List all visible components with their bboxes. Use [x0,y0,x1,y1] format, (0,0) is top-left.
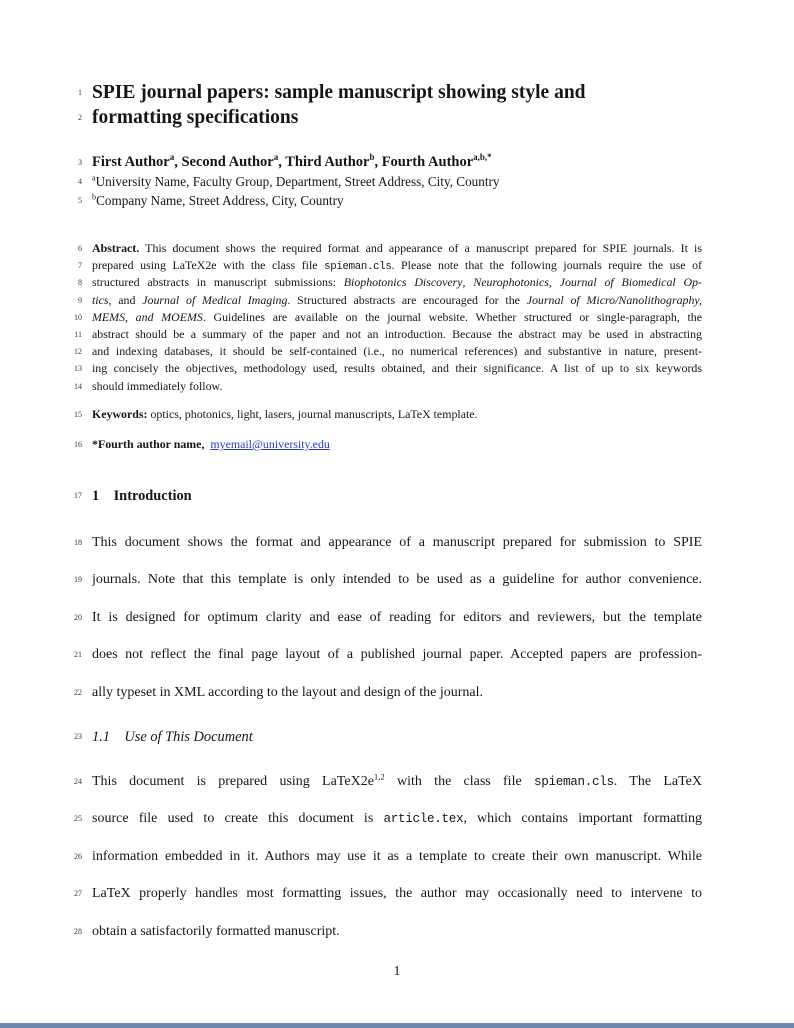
text-content [92,152,702,173]
text-segment: article.tex [383,812,464,827]
text-content [92,636,702,673]
sec11-line [74,727,702,747]
section-heading-1 [74,486,702,506]
text-segment: , Second Author [174,154,274,170]
keywords-line [74,406,702,423]
text-segment: , Fourth Author [374,154,474,170]
text-segment: Company Name, Street Address, City, Country [96,192,344,208]
para2-line [74,913,702,950]
line-number: 8 [78,278,82,288]
para1-line [74,599,702,636]
text-content [92,727,702,747]
text-segment: First Author [92,154,170,170]
email-link[interactable]: myemail@university.edu [210,436,330,451]
text-content [92,105,702,130]
line-number: 11 [74,329,82,339]
window-bottom-edge [0,1023,794,1028]
line-number: 20 [74,612,82,622]
text-segment: spieman.cls [533,775,614,790]
line-number: 15 [74,409,82,419]
text-segment: should immediately follow. [92,378,223,393]
text-segment: This document shows the required format and appearance of a manuscript prepared for SPIE journals. It is [139,241,702,255]
text-segment: Abstract. [92,241,140,255]
text-segment: optics, photonics, light, lasers, journal manuscripts, LaTeX template. [147,406,478,421]
line-number: 16 [74,439,82,449]
paper-title-block [78,80,702,130]
sec1-line [74,486,702,506]
line-number: 14 [74,381,82,391]
abstract-line [74,309,702,326]
text-segment: 1,2 [373,771,385,782]
text-segment: , which contains important formatting [463,811,702,827]
text-segment: Journal of Micro/Nanolithography, [526,292,702,307]
text-segment: information embedded in it. Authors may use it as a template to create their own manuscript. While [92,848,702,864]
line-number: 6 [78,244,82,253]
para1-line [74,561,702,598]
text-segment: It is designed for optimum clarity and ease of reading for editors and reviewers, but the template [92,609,702,625]
line-number: 25 [74,814,82,824]
text-content [92,360,702,377]
text-segment: a [92,173,96,183]
text-content [92,599,702,636]
text-segment: Journal of Medical Imaging [142,292,288,307]
abstract-block [74,240,702,395]
para1-line [74,674,702,711]
text-segment: b [92,192,97,202]
line-number: 3 [78,158,82,167]
text-content [92,309,702,326]
text-segment: a [273,152,279,163]
text-segment: obtain a satisfactorily formatted manuscript. [92,923,340,939]
text-segment: formatting specifications [92,107,299,128]
text-segment: *Fourth author name, [92,436,205,451]
abstract-line [74,326,702,343]
abstract-line [78,274,702,291]
text-content [92,561,702,598]
para1-line [74,524,702,561]
text-segment: . Please note that the following journals require the use of [391,258,702,273]
authors-line [78,152,702,173]
line-number: 24 [74,777,82,787]
text-content [92,378,702,395]
text-segment: This document shows the format and appearance of a manuscript prepared for submission to SPIE [92,535,702,551]
line-number: 13 [74,364,82,374]
text-content [92,274,702,291]
text-segment: 1 Introduction [92,488,192,505]
line-number: 2 [78,113,82,122]
text-segment: and indexing databases, it should be self-contained (i.e., no numerical references) and substantive in nature, present- [92,344,702,359]
text-segment: with the class file [384,774,534,790]
line-number: 28 [74,926,82,936]
text-content [92,763,702,800]
text-content [92,486,702,506]
text-segment: journals. Note that this template is only intended to be used as a guideline for author convenience. [92,572,702,588]
text-segment: source file used to create this document is [92,811,384,827]
authors-block [78,152,702,173]
para2-line [74,763,702,800]
abstract-line [74,360,702,377]
text-segment: , [548,275,560,290]
text-segment: , and [108,292,143,307]
line-number: 19 [74,575,82,585]
text-content [92,674,702,711]
text-segment: MEMS, and MOEMS [92,309,203,324]
line-number: 7 [78,261,82,271]
text-segment: a [169,152,175,163]
text-segment: University Name, Faculty Group, Department, Street Address, City, Country [95,174,500,189]
text-content [92,913,702,950]
text-content [92,240,702,257]
affiliations-line [78,192,702,211]
line-number: 9 [78,295,82,305]
line-number: 23 [74,732,82,742]
text-segment: Journal of Biomedical Op- [559,275,702,290]
text-segment: . Guidelines are available on the journal website. Whether structured or single-paragraph, the [202,309,702,324]
subsection-heading-1-1 [74,727,702,747]
text-content [92,192,702,211]
para1-line [74,636,702,673]
line-number: 12 [74,347,82,357]
page-number: 1 [393,962,401,978]
line-number: 10 [74,312,82,322]
text-segment: tics [92,292,109,307]
text-content [92,343,702,360]
text-segment: prepared using LaTeX2e with the class file [92,258,325,273]
text-content [92,80,702,105]
text-segment: spieman.cls [324,261,392,274]
text-content [92,436,702,453]
intro-paragraph-1 [74,524,702,711]
abstract-line [78,257,702,274]
text-segment: b [369,152,375,163]
text-segment: structured abstracts in manuscript submissions: [92,275,344,290]
footnote-line [74,436,702,453]
abstract-line [74,343,702,360]
title-line [78,105,702,130]
line-number: 21 [74,650,82,660]
text-content [92,326,702,343]
text-segment: abstract should be a summary of the paper and not an introduction. Because the abstract may be used in abstracting [92,326,702,341]
line-number: 1 [78,88,82,97]
line-number: 18 [74,538,82,548]
para2-line [74,875,702,912]
text-segment: Neurophotonics [473,275,549,290]
line-number: 22 [74,687,82,697]
text-segment: . Structured abstracts are encouraged for the [287,292,527,307]
line-number: 26 [74,851,82,861]
affiliations-line [78,173,702,192]
para2-line [74,800,702,837]
text-segment: . The LaTeX [613,774,702,790]
text-content [92,524,702,561]
intro-paragraph-2 [74,763,702,950]
keywords-block [74,406,702,423]
text-content [92,838,702,875]
text-segment: Keywords: [92,406,148,421]
text-segment: does not reflect the final page layout of a published journal paper. Accepted papers are profession- [92,647,702,663]
text-content [92,257,702,274]
line-number: 17 [74,491,82,501]
abstract-line [74,378,702,395]
line-number: 27 [74,889,82,899]
line-number: 5 [78,195,82,205]
line-number: 4 [78,177,82,186]
text-segment: a,b,* [473,152,492,163]
text-segment: Biophotonics Discovery [343,275,463,290]
text-content [92,173,702,192]
text-segment: , [462,275,474,290]
text-segment: This document is prepared using LaTeX2e [92,774,374,790]
text-content [92,292,702,309]
affiliations-block [78,173,702,210]
author-footnote-block [74,436,702,453]
text-segment: 1.1 Use of This Document [92,729,253,746]
text-segment: LaTeX properly handles most formatting issues, the author may occasionally need to intervene to [92,886,702,902]
text-content [92,875,702,912]
text-segment: ing concisely the objectives, methodology used, results obtained, and their significance. A list of up to six keywords [92,361,702,376]
title-line [78,80,702,105]
text-segment: , Third Author [278,154,370,170]
para2-line [74,838,702,875]
abstract-line [78,240,702,257]
text-segment: ally typeset in XML according to the layout and design of the journal. [92,684,483,700]
abstract-line [78,292,702,309]
text-content [92,406,702,423]
text-segment: SPIE journal papers: sample manuscript showing style and [92,82,586,103]
text-content [92,800,702,837]
